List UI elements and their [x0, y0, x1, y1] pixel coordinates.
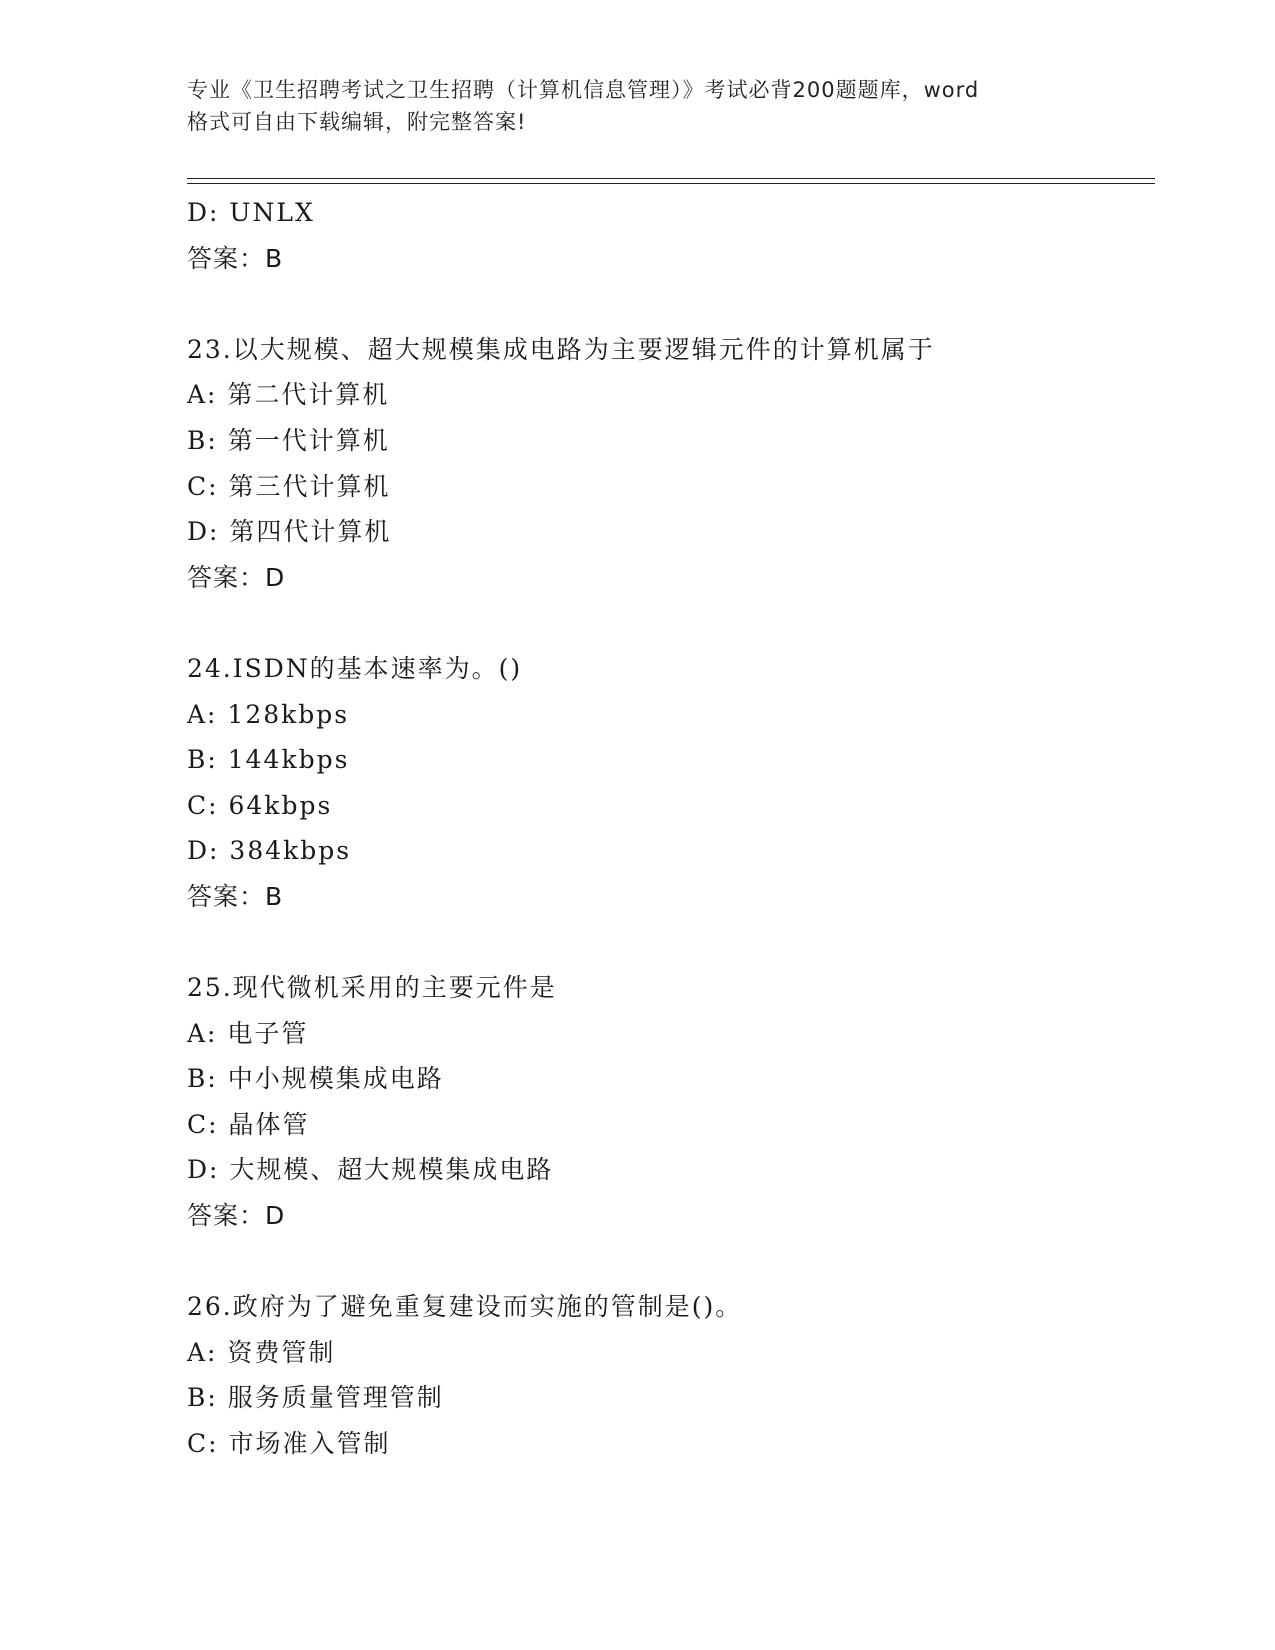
option-b: B: 144kbps: [187, 745, 350, 775]
document-header: [187, 74, 1097, 138]
option-a: A: 电子管: [187, 1018, 309, 1048]
question-block-24: [187, 646, 1155, 920]
answer-line: 答案：D: [187, 1201, 286, 1231]
spacer: [187, 920, 1155, 966]
question-stem: 26.政府为了避免重复建设而实施的管制是()。: [187, 1292, 743, 1322]
option-b: B: 服务质量管理管制: [187, 1383, 444, 1413]
option-a: A: 资费管制: [187, 1337, 336, 1367]
answer-line: 答案：D: [187, 562, 286, 592]
option-d: D: 大规模、超大规模集成电路: [187, 1155, 554, 1185]
spacer: [187, 1239, 1155, 1285]
option-c: C: 晶体管: [187, 1109, 310, 1139]
option-a: A: 第二代计算机: [187, 380, 390, 410]
option-c: C: 第三代计算机: [187, 471, 391, 501]
header-divider-top: [187, 178, 1155, 179]
option-d: D: 第四代计算机: [187, 517, 392, 547]
question-block-25: [187, 965, 1155, 1239]
question-stem: 25.现代微机采用的主要元件是: [187, 973, 557, 1003]
option-d: D: UNLX: [187, 198, 315, 227]
header-title-line-1: 专业《卫生招聘考试之卫生招聘（计算机信息管理）》考试必背200题题库，word: [187, 78, 980, 102]
spacer: [187, 281, 1155, 327]
question-block-22: [187, 190, 1155, 281]
header-title-line-2: 格式可自由下载编辑，附完整答案!: [187, 110, 527, 134]
question-list: [187, 190, 1155, 1467]
option-b: B: 第一代计算机: [187, 425, 390, 455]
question-stem: 23.以大规模、超大规模集成电路为主要逻辑元件的计算机属于: [187, 334, 935, 364]
option-d: D: 384kbps: [187, 836, 352, 866]
question-block-23: [187, 327, 1155, 601]
header-divider-bottom: [187, 183, 1155, 184]
option-b: B: 中小规模集成电路: [187, 1064, 444, 1094]
question-block-26: [187, 1284, 1155, 1466]
option-a: A: 128kbps: [187, 699, 350, 729]
option-c: C: 64kbps: [187, 790, 333, 820]
option-c: C: 市场准入管制: [187, 1429, 391, 1459]
answer-line: 答案：B: [187, 881, 284, 911]
spacer: [187, 600, 1155, 646]
question-stem: 24.ISDN的基本速率为。(): [187, 653, 523, 683]
answer-line: 答案：B: [187, 243, 284, 273]
